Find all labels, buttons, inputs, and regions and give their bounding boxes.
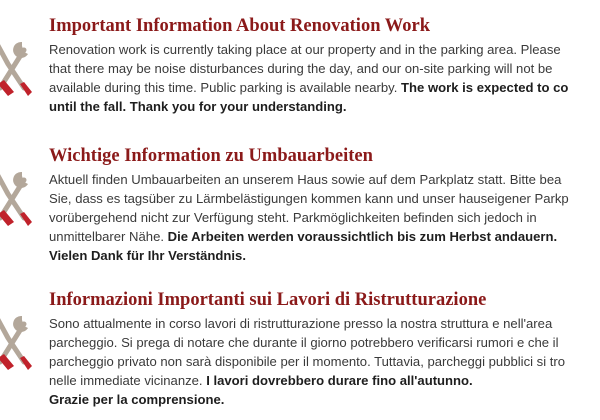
body-line-text: unmittelbarer Nähe. bbox=[49, 229, 168, 244]
notice-title: Informazioni Importanti sui Lavori di Ristrutturazione bbox=[49, 290, 487, 310]
notice-body bbox=[49, 40, 600, 116]
body-line: that there may be noise disturbances during the day, and our on-site parking will not be bbox=[49, 61, 553, 76]
bold-text: I lavori dovrebbero durare fino all'autunno. bbox=[206, 373, 473, 388]
body-line bbox=[49, 371, 600, 390]
notice-body bbox=[49, 170, 600, 265]
body-line: parcheggio. Si prega di notare che durante il giorno potrebbero verificarsi rumori e che il bbox=[49, 335, 559, 350]
bold-line: Vielen Dank für Ihr Verständnis. bbox=[49, 248, 246, 263]
body-line-text: nelle immediate vicinanze. bbox=[49, 373, 207, 388]
notice-title: Important Information About Renovation Work bbox=[49, 16, 431, 36]
body-line: parcheggio privato non sarà disponibile per il momento. Tuttavia, parcheggi pubblici si tro bbox=[49, 354, 566, 369]
body-line-text: available during this time. Public parking is available nearby. bbox=[49, 80, 402, 95]
bold-line: until the fall. Thank you for your understanding. bbox=[49, 99, 347, 114]
wrench-screwdriver-icon bbox=[0, 38, 32, 100]
bold-text: The work is expected to co bbox=[401, 80, 569, 95]
body-line bbox=[49, 78, 600, 97]
body-line: Aktuell finden Umbauarbeiten an unserem Haus sowie auf dem Parkplatz statt. Bitte bea bbox=[49, 172, 562, 187]
body-line: Renovation work is currently taking place at our property and in the parking area. Please bbox=[49, 42, 561, 57]
wrench-screwdriver-icon bbox=[0, 168, 32, 230]
body-line: Sie, dass es tagsüber zu Lärmbelästigungen kommen kann und unser hauseigener Parkp bbox=[49, 191, 569, 206]
bold-text: Die Arbeiten werden voraussichtlich bis zum Herbst andauern. bbox=[167, 229, 558, 244]
body-line bbox=[49, 227, 600, 246]
wrench-screwdriver-icon bbox=[0, 312, 32, 374]
notice-title: Wichtige Information zu Umbauarbeiten bbox=[49, 146, 373, 166]
notice-body bbox=[49, 314, 600, 409]
body-line: vorübergehend nicht zur Verfügung steht. Parkmöglichkeiten befinden sich jedoch in bbox=[49, 210, 537, 225]
bold-line: Grazie per la comprensione. bbox=[49, 392, 225, 407]
body-line: Sono attualmente in corso lavori di ristrutturazione presso la nostra struttura e nell'area bbox=[49, 316, 553, 331]
